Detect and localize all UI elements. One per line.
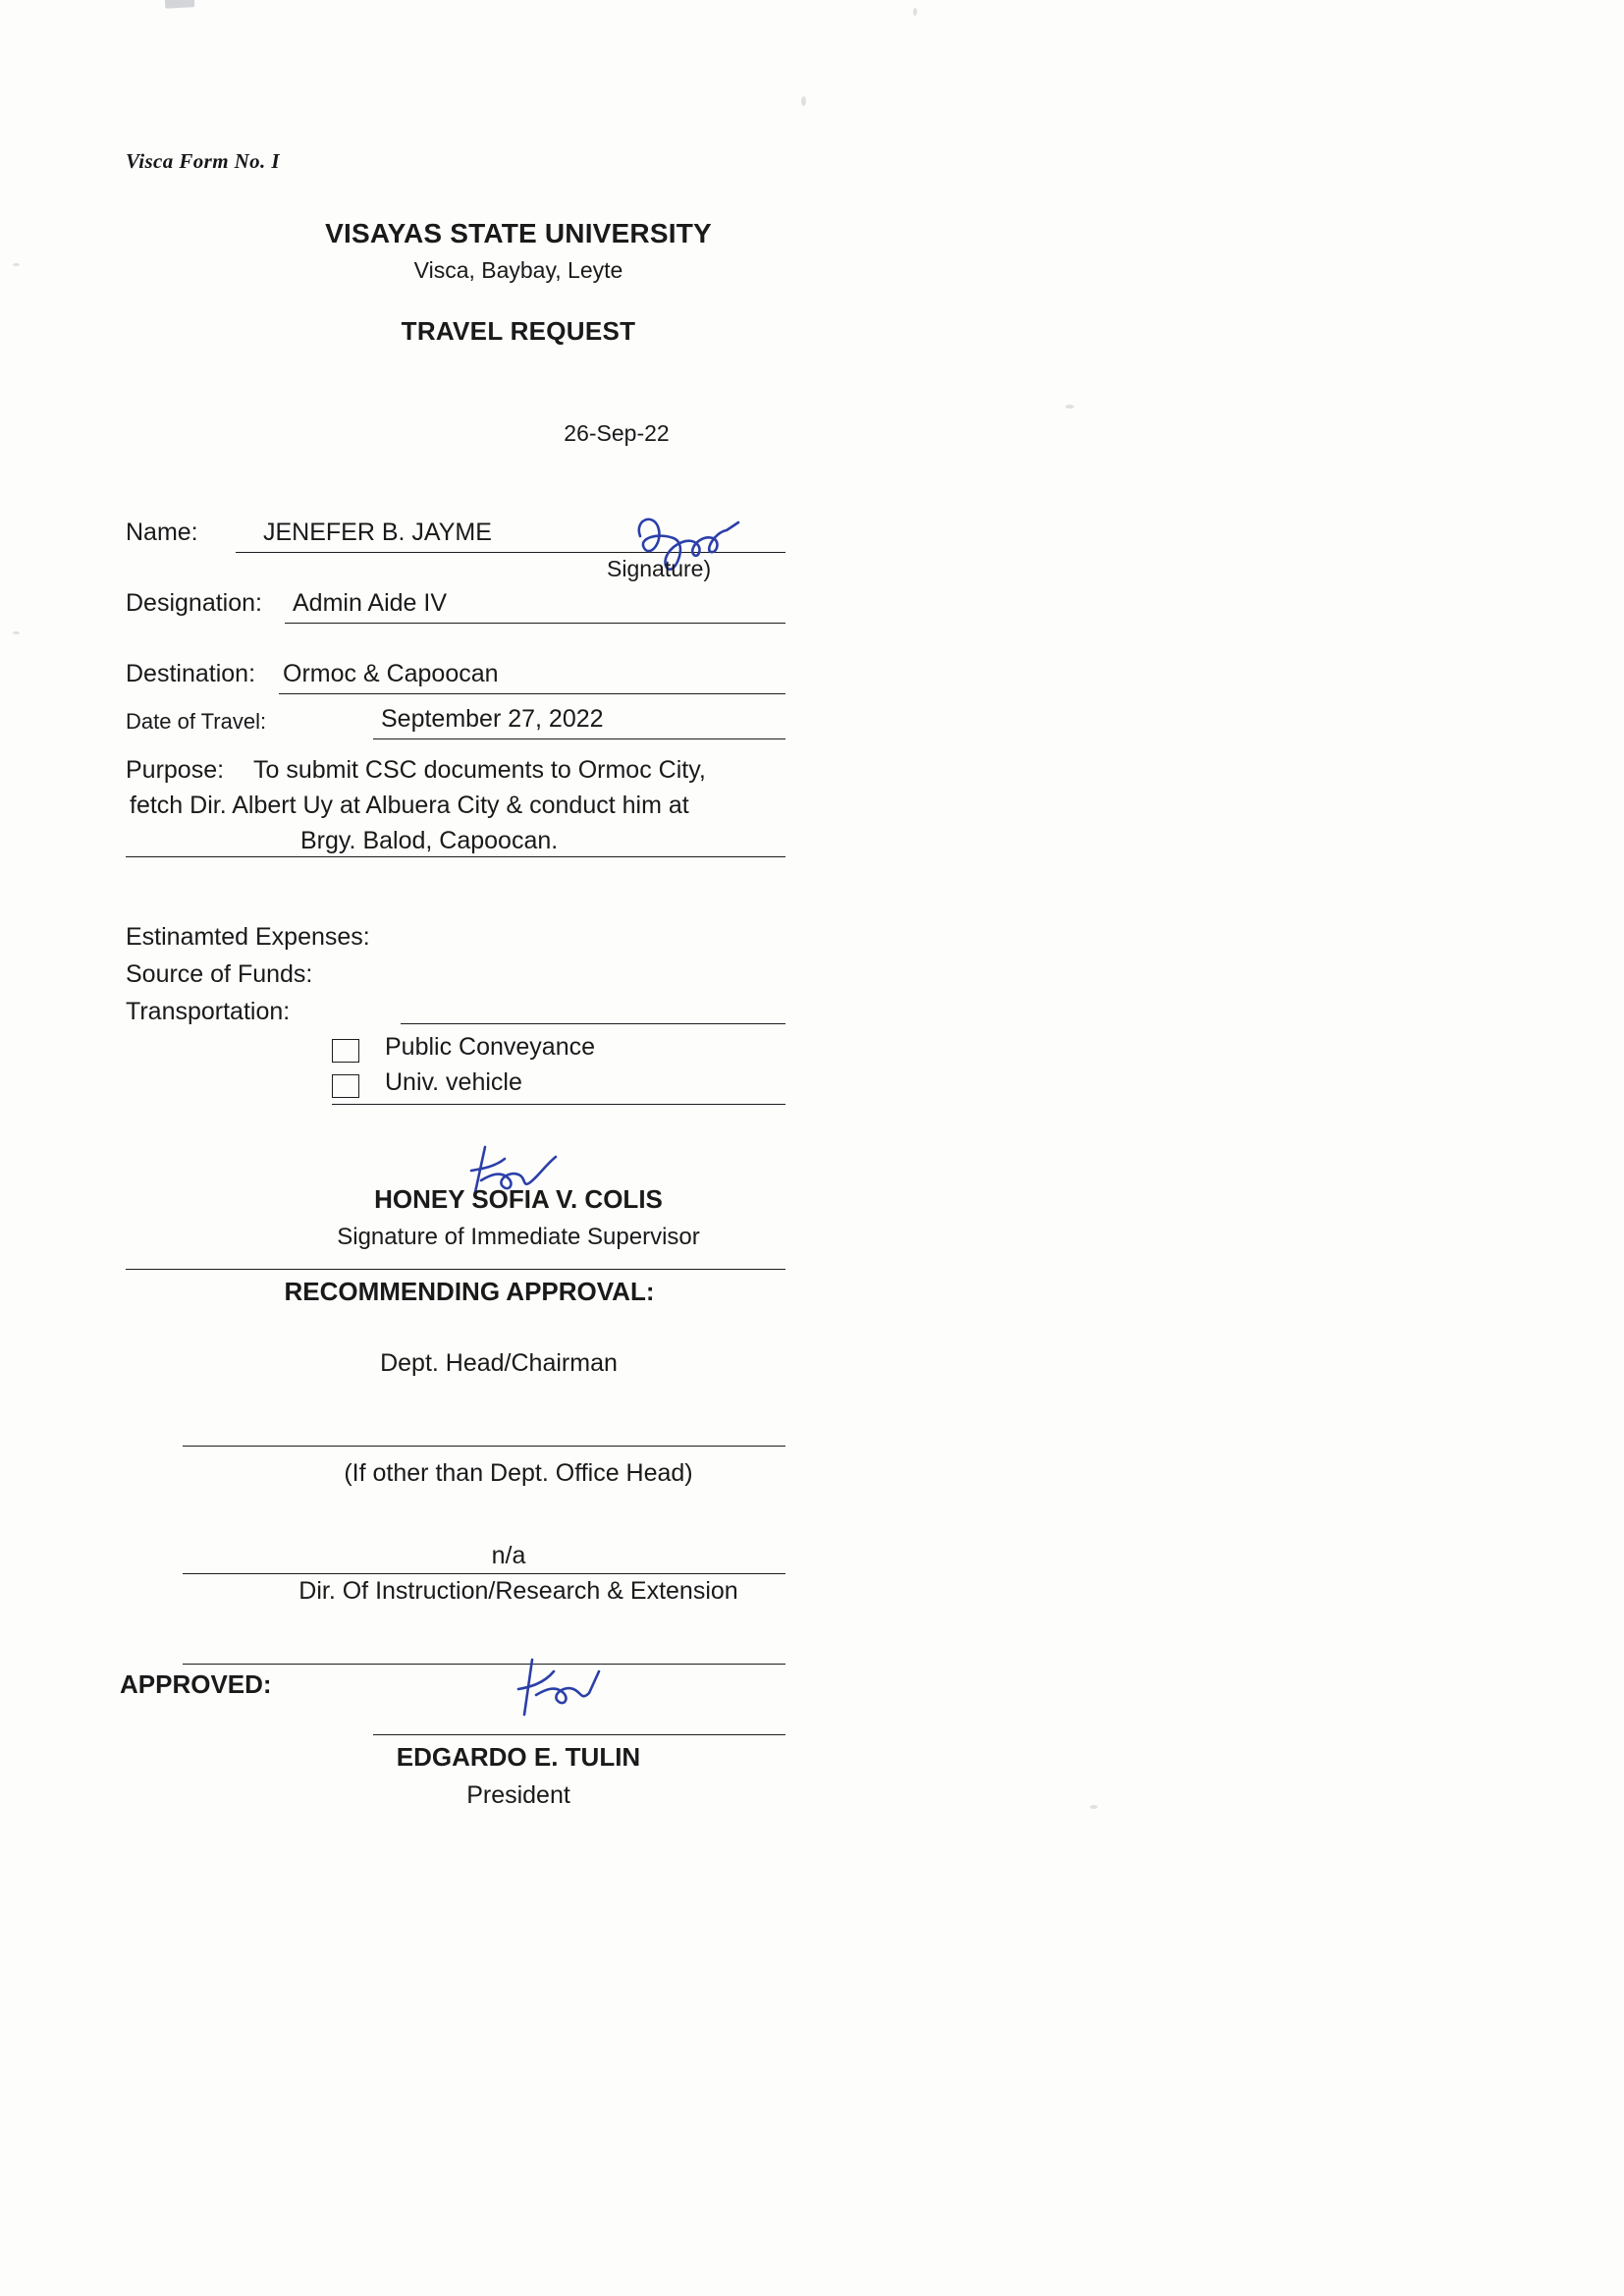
signature-caption: Signature) <box>607 556 712 581</box>
name-rule <box>236 552 785 553</box>
checkbox-public-conveyance[interactable] <box>332 1039 359 1063</box>
purpose-label: Purpose: <box>126 756 225 784</box>
director-rule <box>183 1573 785 1574</box>
approved-label: APPROVED: <box>120 1669 272 1699</box>
document-date: 26-Sep-22 <box>564 420 670 446</box>
dept-head-caption: Dept. Head/Chairman <box>380 1349 618 1377</box>
transportation-label: Transportation: <box>126 998 291 1025</box>
designation-value: Admin Aide IV <box>293 589 448 617</box>
estimated-expenses-label: Estinamted Expenses: <box>126 923 370 951</box>
recommending-top-rule <box>126 1269 785 1270</box>
president-signature-ink <box>507 1646 615 1724</box>
approved-top-rule <box>183 1664 785 1665</box>
designation-label: Designation: <box>126 589 262 617</box>
director-value: n/a <box>491 1542 526 1569</box>
source-of-funds-label: Source of Funds: <box>126 960 313 988</box>
transportation-rule <box>401 1023 785 1024</box>
other-head-caption: (If other than Dept. Office Head) <box>344 1459 693 1487</box>
president-rule <box>373 1734 785 1735</box>
name-label: Name: <box>126 519 198 546</box>
date-of-travel-label: Date of Travel: <box>126 709 267 734</box>
name-value: JENEFER B. JAYME <box>263 519 492 546</box>
destination-rule <box>279 693 785 694</box>
purpose-line-1: To submit CSC documents to Ormoc City, <box>253 756 706 784</box>
option-label-public-conveyance: Public Conveyance <box>385 1033 596 1061</box>
university-address: Visca, Baybay, Leyte <box>413 257 623 283</box>
option-label-univ-vehicle: Univ. vehicle <box>385 1068 522 1096</box>
date-of-travel-value: September 27, 2022 <box>381 705 604 733</box>
supervisor-name: HONEY SOFIA V. COLIS <box>374 1184 663 1214</box>
designation-rule <box>285 623 785 624</box>
other-head-rule <box>183 1446 785 1447</box>
supervisor-caption: Signature of Immediate Supervisor <box>337 1224 700 1250</box>
purpose-rule <box>126 856 785 857</box>
director-caption: Dir. Of Instruction/Research & Extension <box>298 1577 738 1605</box>
university-name: VISAYAS STATE UNIVERSITY <box>325 218 712 248</box>
recommending-approval-label: RECOMMENDING APPROVAL: <box>284 1277 655 1306</box>
form-number: Visca Form No. I <box>126 149 280 173</box>
checkbox-univ-vehicle[interactable] <box>332 1074 359 1098</box>
purpose-line-3: Brgy. Balod, Capoocan. <box>300 827 559 854</box>
destination-label: Destination: <box>126 660 256 687</box>
transportation-bottom-rule <box>332 1104 785 1105</box>
destination-value: Ormoc & Capoocan <box>283 660 499 687</box>
date-of-travel-rule <box>373 738 785 739</box>
purpose-line-2: fetch Dir. Albert Uy at Albuera City & conduct him at <box>130 792 689 819</box>
president-caption: President <box>466 1781 570 1809</box>
president-name: EDGARDO E. TULIN <box>396 1742 641 1772</box>
document-title: TRAVEL REQUEST <box>401 316 636 346</box>
